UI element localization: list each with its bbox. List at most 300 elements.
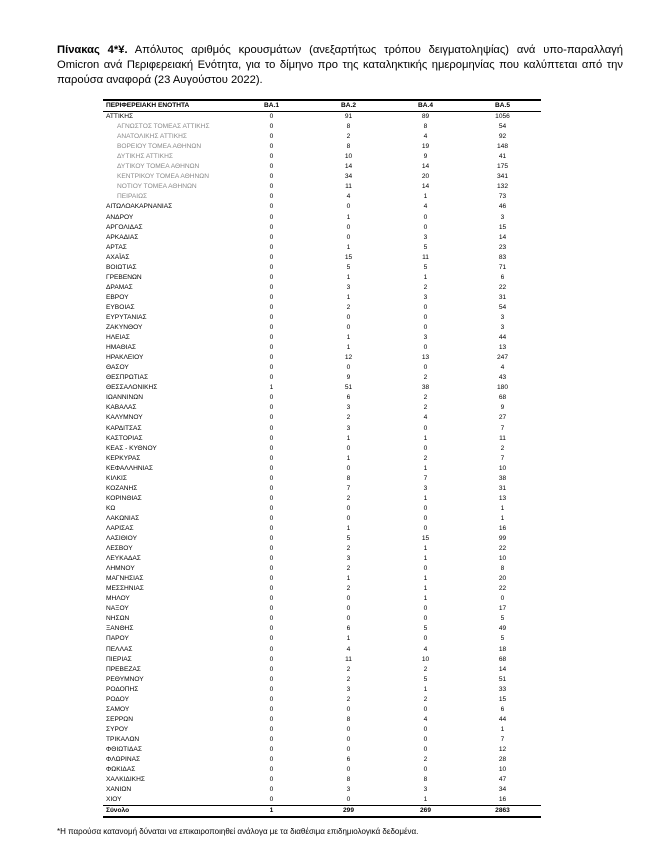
ba2-cell: 2 bbox=[346, 675, 351, 683]
ba4-cell: 3 bbox=[423, 786, 428, 794]
ba4-cell: 2 bbox=[423, 756, 428, 764]
ba4-cell: 5 bbox=[423, 243, 428, 251]
ba5-cell: 12 bbox=[498, 746, 507, 753]
ba1-cell: 0 bbox=[269, 313, 274, 321]
ba4-cell: 2 bbox=[423, 695, 428, 703]
ba5-cell: 8 bbox=[500, 565, 505, 573]
ba1-cell: 0 bbox=[269, 444, 274, 452]
region-name-cell: ΡΕΘΥΜΝΟΥ bbox=[106, 675, 144, 683]
table-row bbox=[103, 343, 541, 353]
ba5-cell: 1056 bbox=[495, 113, 510, 121]
ba4-cell: 10 bbox=[421, 655, 430, 663]
ba2-cell: 7 bbox=[346, 484, 351, 492]
table-row bbox=[103, 534, 541, 544]
ba2-cell: 2 bbox=[346, 585, 351, 593]
ba1-cell: 0 bbox=[269, 123, 274, 131]
ba4-cell: 7 bbox=[423, 474, 428, 482]
header-region: ΠΕΡΙΦΕΡΕΙΑΚΗ ΕΝΟΤΗΤΑ bbox=[103, 100, 233, 112]
ba4-cell: 20 bbox=[421, 173, 430, 181]
ba2-cell: 5 bbox=[346, 535, 351, 543]
ba4-cell: 2 bbox=[423, 454, 428, 462]
table-row bbox=[103, 303, 541, 313]
region-name-cell: ΜΑΓΝΗΣΙΑΣ bbox=[106, 575, 144, 583]
table-row bbox=[103, 675, 541, 685]
ba1-cell: 0 bbox=[269, 424, 274, 432]
ba2-cell: 0 bbox=[346, 746, 351, 753]
ba4-cell: 0 bbox=[423, 705, 428, 713]
ba5-cell: 175 bbox=[496, 163, 508, 171]
ba2-cell: 0 bbox=[346, 464, 351, 472]
ba1-cell: 0 bbox=[269, 464, 274, 472]
ba4-cell: 4 bbox=[423, 414, 428, 422]
region-name-cell: ΛΕΣΒΟΥ bbox=[106, 545, 133, 553]
ba1-cell: 0 bbox=[269, 555, 274, 563]
table-row bbox=[103, 745, 541, 755]
region-name-cell: ΔΥΤΙΚΟΥ ΤΟΜΕΑ ΑΘΗΝΩΝ bbox=[117, 163, 200, 171]
ba1-cell: 0 bbox=[269, 133, 274, 141]
ba1-cell: 0 bbox=[269, 454, 274, 462]
ba2-cell: 0 bbox=[346, 605, 351, 613]
ba1-cell: 0 bbox=[269, 163, 274, 171]
ba4-cell: 15 bbox=[421, 535, 430, 543]
region-name-cell: ΤΡΙΚΑΛΩΝ bbox=[106, 735, 140, 743]
ba5-cell: 180 bbox=[496, 384, 508, 392]
table-row bbox=[103, 213, 541, 223]
ba2-cell: 3 bbox=[346, 786, 351, 794]
region-name-cell: ΚΟΡΙΝΘΙΑΣ bbox=[106, 494, 142, 502]
ba4-cell: 3 bbox=[423, 233, 428, 241]
ba1-cell: 0 bbox=[269, 776, 274, 784]
ba4-cell: 8 bbox=[423, 776, 428, 784]
ba4-cell: 1 bbox=[423, 595, 428, 603]
ba2-cell: 299 bbox=[310, 806, 387, 818]
region-name-cell: ΚΕΑΣ - ΚΥΘΝΟΥ bbox=[106, 444, 157, 452]
ba2-cell: 0 bbox=[346, 364, 351, 372]
ba1-cell: 1 bbox=[233, 806, 310, 818]
table-row bbox=[103, 634, 541, 644]
ba2-cell: 2 bbox=[346, 414, 351, 422]
ba5-cell: 17 bbox=[498, 605, 507, 613]
ba1-cell: 0 bbox=[269, 434, 274, 442]
ba5-cell: 0 bbox=[500, 595, 505, 603]
ba1-cell: 0 bbox=[269, 153, 274, 161]
table-row bbox=[103, 574, 541, 584]
ba5-cell: 31 bbox=[498, 293, 507, 301]
ba4-cell: 4 bbox=[423, 203, 428, 211]
ba5-cell: 18 bbox=[498, 645, 507, 653]
ba4-cell: 0 bbox=[423, 364, 428, 372]
table-row bbox=[103, 243, 541, 253]
table-row bbox=[103, 293, 541, 303]
ba2-cell: 0 bbox=[346, 324, 351, 332]
caption-text: Απόλυτος αριθμός κρουσμάτων (ανεξαρτήτως τρόπου δειγματοληψίας) ανά υπο-παραλλαγή Omicron ανά Περιφερειακή Ενότητα, για το δίμηνο προ της καταληκτικής ημερομηνίας που καλύπτεται από την παρούσα αναφορά (23 Αυγούστου 2022). bbox=[57, 44, 623, 86]
table-row bbox=[103, 283, 541, 293]
ba1-cell: 0 bbox=[269, 514, 274, 522]
region-name-cell: ΚΙΛΚΙΣ bbox=[106, 474, 127, 482]
ba1-cell: 0 bbox=[269, 675, 274, 683]
table-row bbox=[103, 383, 541, 393]
ba1-cell: 0 bbox=[269, 545, 274, 553]
region-name-cell: ΠΑΡΟΥ bbox=[106, 635, 129, 643]
ba5-cell: 247 bbox=[496, 354, 508, 362]
table-row bbox=[103, 584, 541, 594]
ba2-cell: 0 bbox=[346, 514, 351, 522]
ba5-cell: 11 bbox=[499, 434, 506, 442]
ba4-cell: 2 bbox=[423, 394, 428, 402]
ba5-cell: 27 bbox=[498, 414, 507, 422]
ba1-cell: 0 bbox=[269, 705, 274, 713]
region-name-cell: ΚΟΖΑΝΗΣ bbox=[106, 484, 138, 492]
region-name-cell: ΑΓΝΩΣΤΟΣ ΤΟΜΕΑΣ ΑΤΤΙΚΗΣ bbox=[117, 123, 210, 131]
region-name-cell: ΕΒΡΟΥ bbox=[106, 293, 129, 301]
ba5-cell: 51 bbox=[498, 675, 507, 683]
table-row bbox=[103, 474, 541, 484]
ba4-cell: 1 bbox=[423, 685, 428, 693]
ba4-cell: 0 bbox=[423, 303, 428, 311]
ba4-cell: 0 bbox=[423, 615, 428, 623]
ba5-cell: 68 bbox=[498, 394, 507, 402]
ba2-cell: 10 bbox=[344, 153, 353, 161]
ba5-cell: 99 bbox=[498, 535, 507, 543]
ba1-cell: 0 bbox=[269, 364, 274, 372]
ba5-cell: 16 bbox=[498, 524, 507, 532]
ba4-cell: 0 bbox=[423, 223, 428, 231]
ba4-cell: 1 bbox=[423, 273, 428, 281]
ba5-cell: 14 bbox=[498, 233, 507, 241]
ba2-cell: 2 bbox=[346, 494, 351, 502]
ba1-cell: 0 bbox=[269, 223, 274, 231]
ba4-cell: 1 bbox=[423, 575, 428, 583]
table-row bbox=[103, 454, 541, 464]
table-row bbox=[103, 564, 541, 574]
region-name-cell: ΚΕΝΤΡΙΚΟΥ ΤΟΜΕΑ ΑΘΗΝΩΝ bbox=[117, 173, 209, 181]
ba4-cell: 2 bbox=[423, 283, 428, 291]
ba5-cell: 1 bbox=[500, 514, 505, 522]
ba2-cell: 1 bbox=[346, 243, 351, 251]
ba5-cell: 2 bbox=[500, 444, 505, 452]
region-name-cell: ΔΥΤΙΚΗΣ ΑΤΤΙΚΗΣ bbox=[117, 153, 173, 161]
ba5-cell: 23 bbox=[498, 243, 507, 251]
ba2-cell: 8 bbox=[346, 715, 351, 723]
region-name-cell: ΚΕΡΚΥΡΑΣ bbox=[106, 454, 141, 462]
ba1-cell: 0 bbox=[269, 193, 274, 201]
ba5-cell: 10 bbox=[498, 555, 507, 563]
ba4-cell: 3 bbox=[423, 293, 428, 301]
ba1-cell: 0 bbox=[269, 585, 274, 593]
table-row bbox=[103, 413, 541, 423]
region-name-cell: ΘΕΣΠΡΩΤΙΑΣ bbox=[106, 374, 149, 382]
ba1-cell: 0 bbox=[269, 766, 274, 774]
ba2-cell: 6 bbox=[346, 394, 351, 402]
ba2-cell: 2 bbox=[346, 545, 351, 553]
ba4-cell: 0 bbox=[423, 324, 428, 332]
ba2-cell: 11 bbox=[345, 655, 352, 663]
ba1-cell: 0 bbox=[269, 695, 274, 703]
ba4-cell: 9 bbox=[423, 153, 428, 161]
region-name-cell: ΚΑΡΔΙΤΣΑΣ bbox=[106, 424, 142, 432]
ba1-cell: 0 bbox=[269, 173, 274, 181]
ba4-cell: 38 bbox=[421, 384, 430, 392]
ba4-cell: 11 bbox=[422, 253, 429, 261]
ba1-cell: 0 bbox=[269, 484, 274, 492]
ba4-cell: 4 bbox=[423, 133, 428, 141]
ba1-cell: 0 bbox=[269, 324, 274, 332]
ba1-cell: 0 bbox=[269, 595, 274, 603]
ba4-cell: 1 bbox=[423, 193, 428, 201]
ba2-cell: 2 bbox=[346, 303, 351, 311]
region-name-cell: ΝΟΤΙΟΥ ΤΟΜΕΑ ΑΘΗΝΩΝ bbox=[117, 183, 197, 191]
ba5-cell: 6 bbox=[500, 273, 505, 281]
ba5-cell: 47 bbox=[498, 776, 507, 784]
ba1-cell: 0 bbox=[269, 635, 274, 643]
table-row bbox=[103, 735, 541, 745]
ba5-cell: 71 bbox=[498, 263, 507, 271]
ba5-cell: 13 bbox=[498, 494, 507, 502]
ba1-cell: 0 bbox=[269, 233, 274, 241]
ba2-cell: 0 bbox=[346, 223, 351, 231]
ba5-cell: 83 bbox=[498, 253, 507, 261]
ba2-cell: 0 bbox=[346, 735, 351, 743]
ba4-cell: 5 bbox=[423, 263, 428, 271]
ba4-cell: 5 bbox=[423, 625, 428, 633]
ba5-cell: 15 bbox=[498, 695, 507, 703]
region-name-cell: ΦΛΩΡΙΝΑΣ bbox=[106, 756, 141, 764]
table-row bbox=[103, 132, 541, 142]
region-name-cell: ΝΗΣΩΝ bbox=[106, 615, 130, 623]
ba1-cell: 0 bbox=[269, 524, 274, 532]
ba4-cell: 4 bbox=[423, 645, 428, 653]
region-name-cell: ΕΥΡΥΤΑΝΙΑΣ bbox=[106, 313, 147, 321]
ba5-cell: 73 bbox=[498, 193, 507, 201]
ba2-cell: 3 bbox=[346, 685, 351, 693]
ba4-cell: 0 bbox=[423, 746, 428, 753]
ba2-cell: 1 bbox=[346, 454, 351, 462]
total-row bbox=[103, 806, 541, 818]
ba1-cell: 0 bbox=[269, 253, 274, 261]
table-row bbox=[103, 253, 541, 263]
ba5-cell: 1 bbox=[500, 725, 505, 733]
ba5-cell: 44 bbox=[498, 715, 507, 723]
cases-table bbox=[103, 99, 541, 818]
ba5-cell: 44 bbox=[498, 334, 507, 342]
ba2-cell: 15 bbox=[344, 253, 353, 261]
ba1-cell: 0 bbox=[269, 565, 274, 573]
ba2-cell: 2 bbox=[346, 665, 351, 673]
ba4-cell: 0 bbox=[423, 504, 428, 512]
ba1-cell: 0 bbox=[269, 404, 274, 412]
region-name-cell: ΗΛΕΙΑΣ bbox=[106, 334, 130, 342]
ba4-cell: 0 bbox=[423, 725, 428, 733]
region-name-cell: ΠΕΛΛΑΣ bbox=[106, 645, 133, 653]
table-row bbox=[103, 685, 541, 695]
ba1-cell: 0 bbox=[269, 796, 274, 804]
ba1-cell: 0 bbox=[269, 645, 274, 653]
ba5-cell: 7 bbox=[500, 454, 505, 462]
ba4-cell: 1 bbox=[423, 555, 428, 563]
ba4-cell: 2 bbox=[423, 374, 428, 382]
region-name-cell: ΑΤΤΙΚΗΣ bbox=[106, 113, 134, 121]
ba5-cell: 46 bbox=[498, 203, 507, 211]
table-row bbox=[103, 775, 541, 785]
region-name-cell: ΛΑΣΙΘΙΟΥ bbox=[106, 535, 137, 543]
ba5-cell: 10 bbox=[498, 464, 507, 472]
ba4-cell: 0 bbox=[423, 524, 428, 532]
table-row bbox=[103, 424, 541, 434]
region-name-cell: ΗΡΑΚΛΕΙΟΥ bbox=[106, 354, 144, 362]
ba4-cell: 0 bbox=[423, 444, 428, 452]
ba1-cell: 0 bbox=[269, 535, 274, 543]
ba1-cell: 0 bbox=[269, 665, 274, 673]
ba1-cell: 0 bbox=[269, 494, 274, 502]
region-name-cell: ΜΕΣΣΗΝΙΑΣ bbox=[106, 585, 144, 593]
ba1-cell: 0 bbox=[269, 374, 274, 382]
region-name-cell: ΝΑΞΟΥ bbox=[106, 605, 129, 613]
table-row bbox=[103, 695, 541, 705]
ba4-cell: 1 bbox=[423, 796, 428, 804]
table-row bbox=[103, 393, 541, 403]
ba5-cell: 22 bbox=[498, 545, 507, 553]
ba1-cell: 0 bbox=[269, 334, 274, 342]
ba5-cell: 14 bbox=[498, 665, 507, 673]
region-name-cell: ΖΑΚΥΝΘΟΥ bbox=[106, 324, 143, 332]
region-name-cell: ΠΡΕΒΕΖΑΣ bbox=[106, 665, 141, 673]
table-row bbox=[103, 524, 541, 534]
region-name-cell: ΦΘΙΩΤΙΔΑΣ bbox=[106, 746, 142, 753]
table-row bbox=[103, 192, 541, 202]
table-row bbox=[103, 142, 541, 152]
table-row bbox=[103, 202, 541, 212]
ba4-cell: 0 bbox=[423, 313, 428, 321]
table-row bbox=[103, 353, 541, 363]
ba2-cell: 14 bbox=[344, 163, 353, 171]
ba1-cell: 0 bbox=[269, 354, 274, 362]
region-name-cell: ΑΝΑΤΟΛΙΚΗΣ ΑΤΤΙΚΗΣ bbox=[117, 133, 187, 141]
ba4-cell: 0 bbox=[423, 766, 428, 774]
region-name-cell: ΒΟΙΩΤΙΑΣ bbox=[106, 263, 137, 271]
ba2-cell: 91 bbox=[344, 113, 353, 121]
ba4-cell: 0 bbox=[423, 424, 428, 432]
ba2-cell: 0 bbox=[346, 233, 351, 241]
region-name-cell: ΛΕΥΚΑΔΑΣ bbox=[106, 555, 141, 563]
ba1-cell: 0 bbox=[269, 786, 274, 794]
ba5-cell: 31 bbox=[498, 484, 507, 492]
table-row bbox=[103, 313, 541, 323]
footnote: *Η παρούσα κατανομή δύναται να επικαιροποιηθεί ανάλογα με τα διαθέσιμα επιδημιολογικά δεδομένα. bbox=[57, 827, 419, 836]
ba5-cell: 28 bbox=[498, 756, 507, 764]
ba1-cell: 0 bbox=[269, 143, 274, 151]
region-name-cell: ΧΙΟΥ bbox=[106, 796, 122, 804]
region-name-cell: ΚΑΛΥΜΝΟΥ bbox=[106, 414, 143, 422]
table-row bbox=[103, 333, 541, 343]
ba4-cell: 269 bbox=[387, 806, 464, 818]
ba2-cell: 2 bbox=[346, 133, 351, 141]
region-name-cell: ΧΑΛΚΙΔΙΚΗΣ bbox=[106, 776, 145, 784]
region-name-cell: ΦΩΚΙΔΑΣ bbox=[106, 766, 136, 774]
ba1-cell: 0 bbox=[269, 746, 274, 753]
ba1-cell: 0 bbox=[269, 504, 274, 512]
region-name-cell: ΚΩ bbox=[106, 504, 116, 512]
ba2-cell: 2 bbox=[346, 565, 351, 573]
table-row bbox=[103, 464, 541, 474]
ba1-cell: 0 bbox=[269, 615, 274, 623]
region-name-cell: ΡΟΔΟΥ bbox=[106, 695, 129, 703]
ba5-cell: 148 bbox=[496, 143, 508, 151]
table-row bbox=[103, 233, 541, 243]
ba1-cell: 0 bbox=[269, 655, 274, 663]
region-name-cell: ΗΜΑΘΙΑΣ bbox=[106, 344, 136, 352]
table-row bbox=[103, 403, 541, 413]
ba4-cell: 0 bbox=[423, 514, 428, 522]
table-row bbox=[103, 162, 541, 172]
ba2-cell: 0 bbox=[346, 796, 351, 804]
table-row bbox=[103, 263, 541, 273]
region-name-cell: ΚΕΦΑΛΛΗΝΙΑΣ bbox=[106, 464, 153, 472]
ba1-cell: 0 bbox=[269, 263, 274, 271]
region-name-cell: ΧΑΝΙΩΝ bbox=[106, 786, 132, 794]
ba4-cell: 14 bbox=[421, 163, 430, 171]
ba1-cell: 0 bbox=[269, 303, 274, 311]
table-body bbox=[103, 112, 541, 818]
table-row bbox=[103, 705, 541, 715]
ba5-cell: 7 bbox=[500, 424, 505, 432]
ba2-cell: 4 bbox=[346, 645, 351, 653]
table-row bbox=[103, 554, 541, 564]
region-name-cell: ΣΑΜΟΥ bbox=[106, 705, 130, 713]
ba5-cell: 1 bbox=[500, 504, 505, 512]
ba2-cell: 0 bbox=[346, 725, 351, 733]
ba2-cell: 6 bbox=[346, 625, 351, 633]
region-name-cell: ΘΕΣΣΑΛΟΝΙΚΗΣ bbox=[106, 384, 158, 392]
table-row bbox=[103, 604, 541, 614]
ba1-cell: 0 bbox=[269, 243, 274, 251]
ba2-cell: 2 bbox=[346, 695, 351, 703]
region-name-cell: ΠΕΙΡΑΙΩΣ bbox=[117, 193, 148, 201]
ba4-cell: 3 bbox=[423, 334, 428, 342]
ba2-cell: 8 bbox=[346, 143, 351, 151]
table-row bbox=[103, 514, 541, 524]
ba1-cell: 0 bbox=[269, 605, 274, 613]
caption-label: Πίνακας 4*¥. bbox=[57, 44, 128, 56]
ba5-cell: 54 bbox=[498, 303, 507, 311]
ba2-cell: 0 bbox=[346, 203, 351, 211]
ba4-cell: 3 bbox=[423, 484, 428, 492]
region-name-cell: ΑΙΤΩΛΟΑΚΑΡΝΑΝΙΑΣ bbox=[106, 203, 173, 211]
ba1-cell: 0 bbox=[269, 113, 274, 121]
table-row bbox=[103, 484, 541, 494]
table-row bbox=[103, 655, 541, 665]
region-name-cell: ΣΕΡΡΩΝ bbox=[106, 715, 133, 723]
region-name-cell: ΑΡΚΑΔΙΑΣ bbox=[106, 233, 139, 241]
table-row bbox=[103, 795, 541, 806]
region-name-cell: ΑΡΤΑΣ bbox=[106, 243, 127, 251]
ba2-cell: 8 bbox=[346, 776, 351, 784]
ba4-cell: 14 bbox=[421, 183, 430, 191]
ba1-cell: 0 bbox=[269, 756, 274, 764]
ba2-cell: 4 bbox=[346, 193, 351, 201]
ba5-cell: 341 bbox=[496, 173, 508, 181]
ba1-cell: 1 bbox=[269, 384, 274, 392]
table-row bbox=[103, 594, 541, 604]
ba2-cell: 3 bbox=[346, 283, 351, 291]
ba1-cell: 0 bbox=[269, 283, 274, 291]
ba2-cell: 0 bbox=[346, 313, 351, 321]
ba2-cell: 9 bbox=[346, 374, 351, 382]
ba2-cell: 0 bbox=[346, 504, 351, 512]
ba1-cell: 0 bbox=[269, 203, 274, 211]
ba1-cell: 0 bbox=[269, 183, 274, 191]
ba5-cell: 13 bbox=[498, 344, 507, 352]
ba5-cell: 5 bbox=[500, 635, 505, 643]
